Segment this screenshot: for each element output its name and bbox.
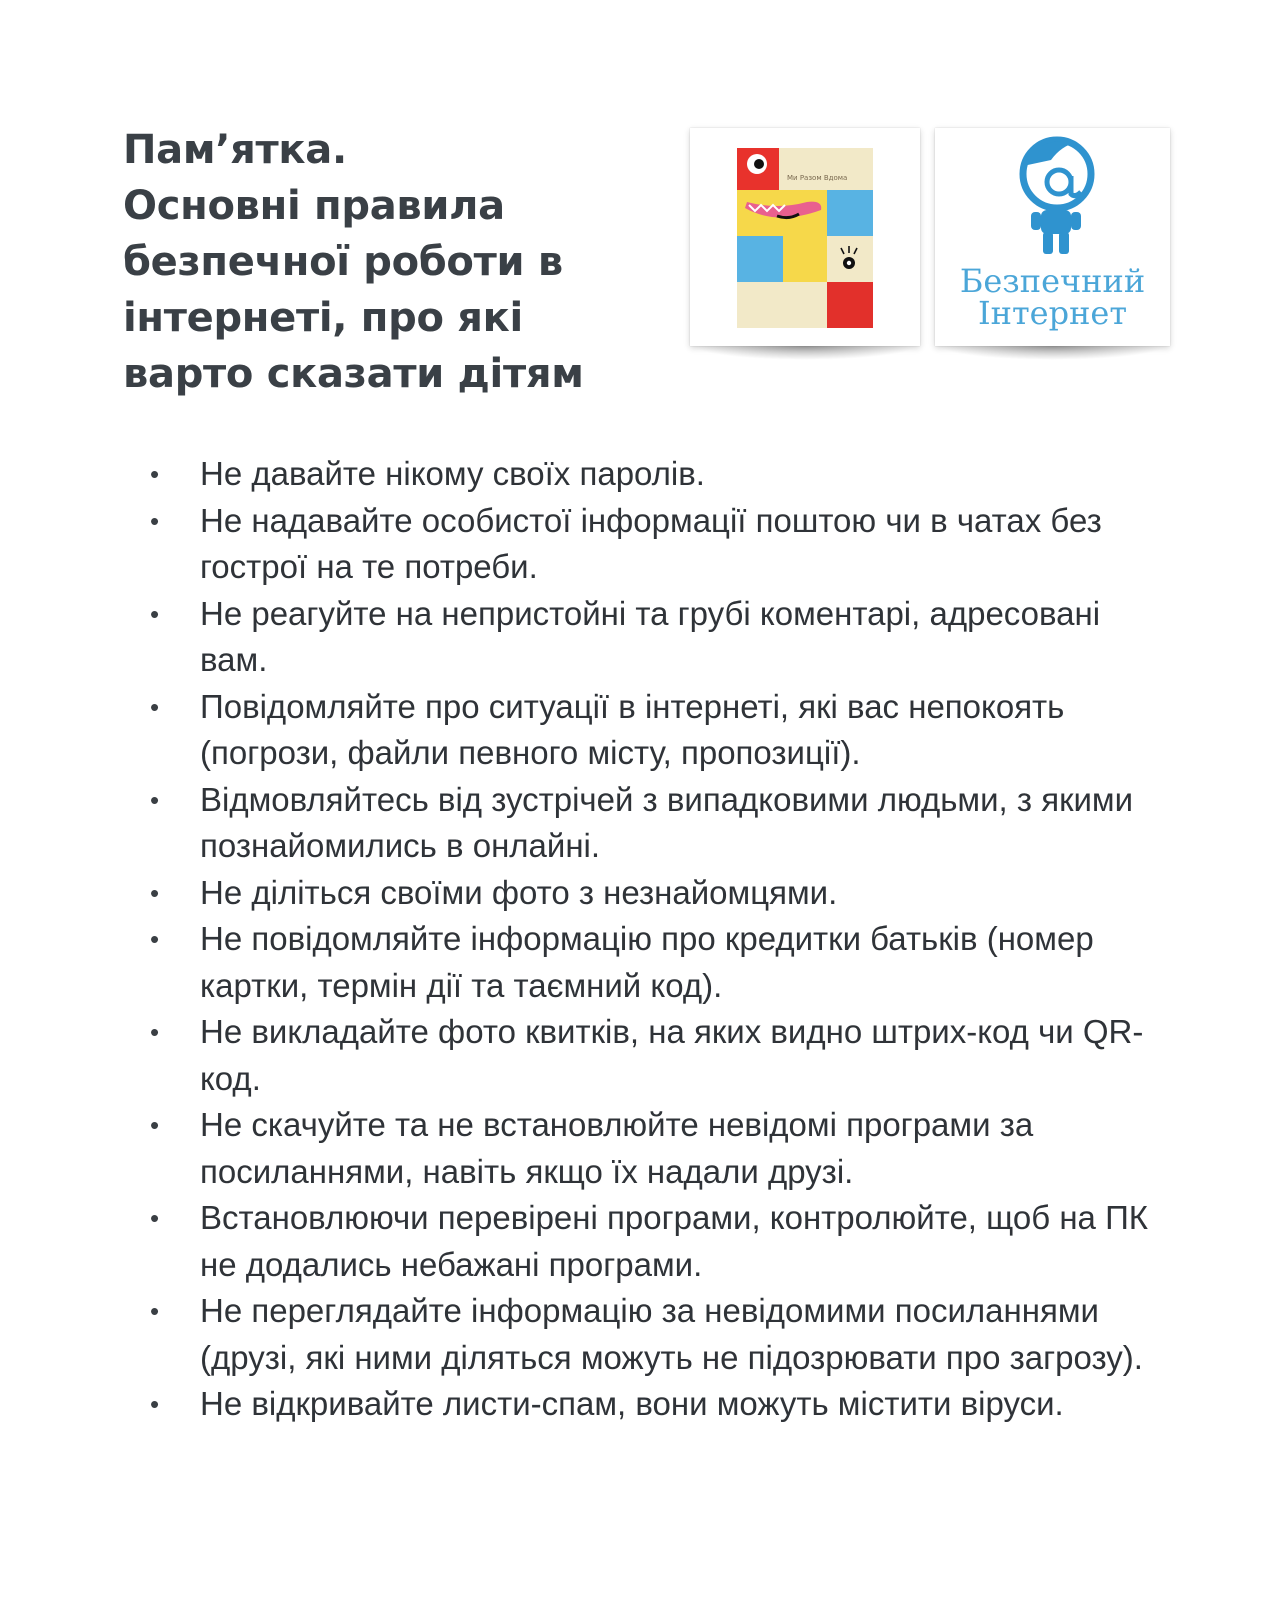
- title-line: Пам’ятка.: [123, 127, 347, 173]
- bullet: •: [150, 1203, 160, 1233]
- title-line: безпечної роботи в: [123, 239, 563, 285]
- list-item: [150, 870, 1160, 917]
- title-line: Основні правила: [123, 183, 505, 229]
- bezpechnyi-internet-logo: [935, 128, 1170, 346]
- at-sign-person-icon: [1007, 136, 1103, 256]
- bullet: •: [150, 1389, 160, 1419]
- list-item: [150, 684, 1160, 777]
- list-item-text: Не відкривайте листи-спам, вони можуть містити віруси.: [200, 1385, 1064, 1422]
- list-item: [150, 1288, 1160, 1381]
- logo-text-line: Інтернет: [977, 294, 1128, 332]
- bullet: •: [150, 924, 160, 954]
- page-title: [123, 122, 663, 402]
- bullet: •: [150, 598, 160, 629]
- list-item-text: Не надавайте особистої інформації поштою чи в чатах без гострої на те потреби.: [200, 501, 1102, 585]
- logo-text-line: Безпечний: [959, 262, 1146, 300]
- bullet: •: [150, 877, 160, 908]
- list-item-text: Не діліться своїми фото з незнайомцями.: [200, 873, 838, 911]
- bullet: •: [150, 1296, 160, 1326]
- bullet: •: [150, 1017, 160, 1047]
- list-item-text: Не скачуйте та не встановлюйте невідомі програми за посиланнями, навіть якщо їх надали друзі.: [200, 1106, 1034, 1190]
- svg-text:Ми Разом Вдома: Ми Разом Вдома: [787, 174, 848, 182]
- bullet: •: [150, 459, 160, 489]
- list-item-text: Не переглядайте інформацію за невідомими посиланнями (друзі, які ними діляться можуть не підозрювати про загрозу).: [200, 1292, 1143, 1376]
- bullet: •: [150, 505, 160, 536]
- list-item: [150, 451, 1160, 498]
- list-item-text: Встановлюючи перевірені програми, контролюйте, щоб на ПК не додались небажані програми.: [200, 1199, 1149, 1283]
- list-item: [150, 591, 1160, 684]
- list-item-text: Відмовляйтесь від зустрічей з випадковими людьми, з якими познайомились в онлайні.: [200, 780, 1134, 864]
- my-razom-vdoma-logo: [690, 128, 920, 346]
- bullet: •: [150, 784, 160, 815]
- bullet: •: [150, 691, 160, 722]
- list-item-text: Не реагуйте на непристойні та грубі коментарі, адресовані вам.: [200, 594, 1101, 678]
- list-item-text: Повідомляйте про ситуації в інтернеті, які вас непокоять (погрози, файли певного місту, пропозиції).: [200, 687, 1065, 771]
- list-item: [150, 1102, 1160, 1195]
- list-item: [150, 1381, 1160, 1428]
- title-line: варто сказати дітям: [123, 351, 584, 397]
- list-item: [150, 777, 1160, 870]
- rules-list: [150, 451, 1160, 1428]
- list-item-text: Не давайте нікому своїх паролів.: [200, 455, 705, 492]
- list-item-text: Не викладайте фото квитків, на яких видно штрих-код чи QR-код.: [200, 1013, 1144, 1097]
- list-item: [150, 1009, 1160, 1102]
- list-item: [150, 498, 1160, 591]
- mosaic-monster-icon: [737, 148, 873, 328]
- title-line: інтернеті, про які: [123, 295, 523, 341]
- list-item: [150, 916, 1160, 1009]
- list-item-text: Не повідомляйте інформацію про кредитки батьків (номер картки, термін дії та таємний код).: [200, 920, 1094, 1004]
- list-item: [150, 1195, 1160, 1288]
- bullet: •: [150, 1110, 160, 1140]
